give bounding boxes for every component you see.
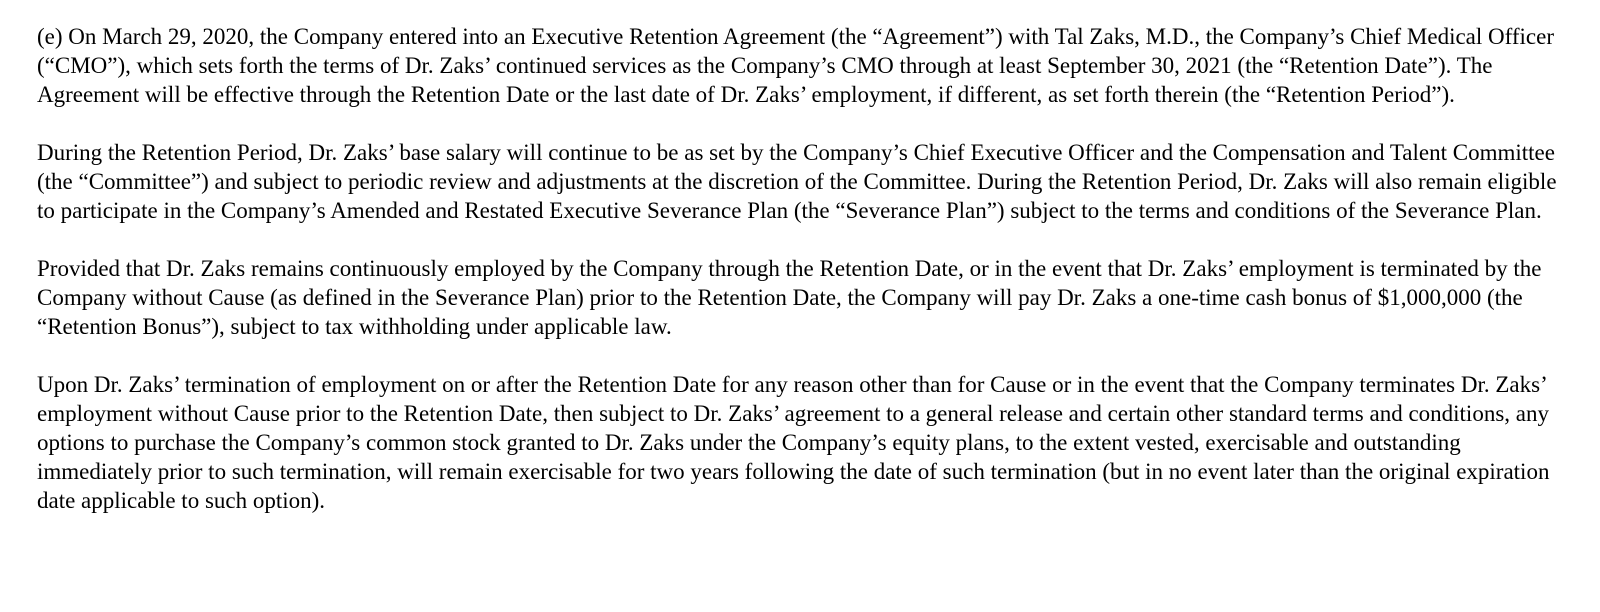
document-body [37, 22, 1577, 515]
paragraph-retention-agreement: (e) On March 29, 2020, the Company entered into an Executive Retention Agreement (the “Agreement”) with Tal Zaks, M.D., the Company’s Chief Medical Officer (“CMO”), which sets forth the terms of Dr. Zaks’ continued services as the Company’s CMO through at least September 30, 2021 (the “Retention Date”). The Agreement will be effective through the Retention Date or the last date of Dr. Zaks’ employment, if different, as set forth therein (the “Retention Period”). [37, 24, 1555, 107]
paragraph-stock-options: Upon Dr. Zaks’ termination of employment on or after the Retention Date for any reason other than for Cause or in the event that the Company terminates Dr. Zaks’ employment without Cause prior to the Retention Date, then subject to Dr. Zaks’ agreement to a general release and certain other standard terms and conditions, any options to purchase the Company’s common stock granted to Dr. Zaks under the Company’s equity plans, to the extent vested, exercisable and outstanding immediately prior to such termination, will remain exercisable for two years following the date of such termination (but in no event later than the original expiration date applicable to such option). [37, 372, 1550, 513]
paragraph-retention-bonus: Provided that Dr. Zaks remains continuously employed by the Company through the Retention Date, or in the event that Dr. Zaks’ employment is terminated by the Company without Cause (as defined in the Severance Plan) prior to the Retention Date, the Company will pay Dr. Zaks a one-time cash bonus of $1,000,000 (the “Retention Bonus”), subject to tax withholding under applicable law. [37, 256, 1542, 339]
paragraph-base-salary: During the Retention Period, Dr. Zaks’ base salary will continue to be as set by the Company’s Chief Executive Officer and the Compensation and Talent Committee (the “Committee”) and subject to periodic review and adjustments at the discretion of the Committee. During the Retention Period, Dr. Zaks will also remain eligible to participate in the Company’s Amended and Restated Executive Severance Plan (the “Severance Plan”) subject to the terms and conditions of the Severance Plan. [37, 140, 1557, 223]
